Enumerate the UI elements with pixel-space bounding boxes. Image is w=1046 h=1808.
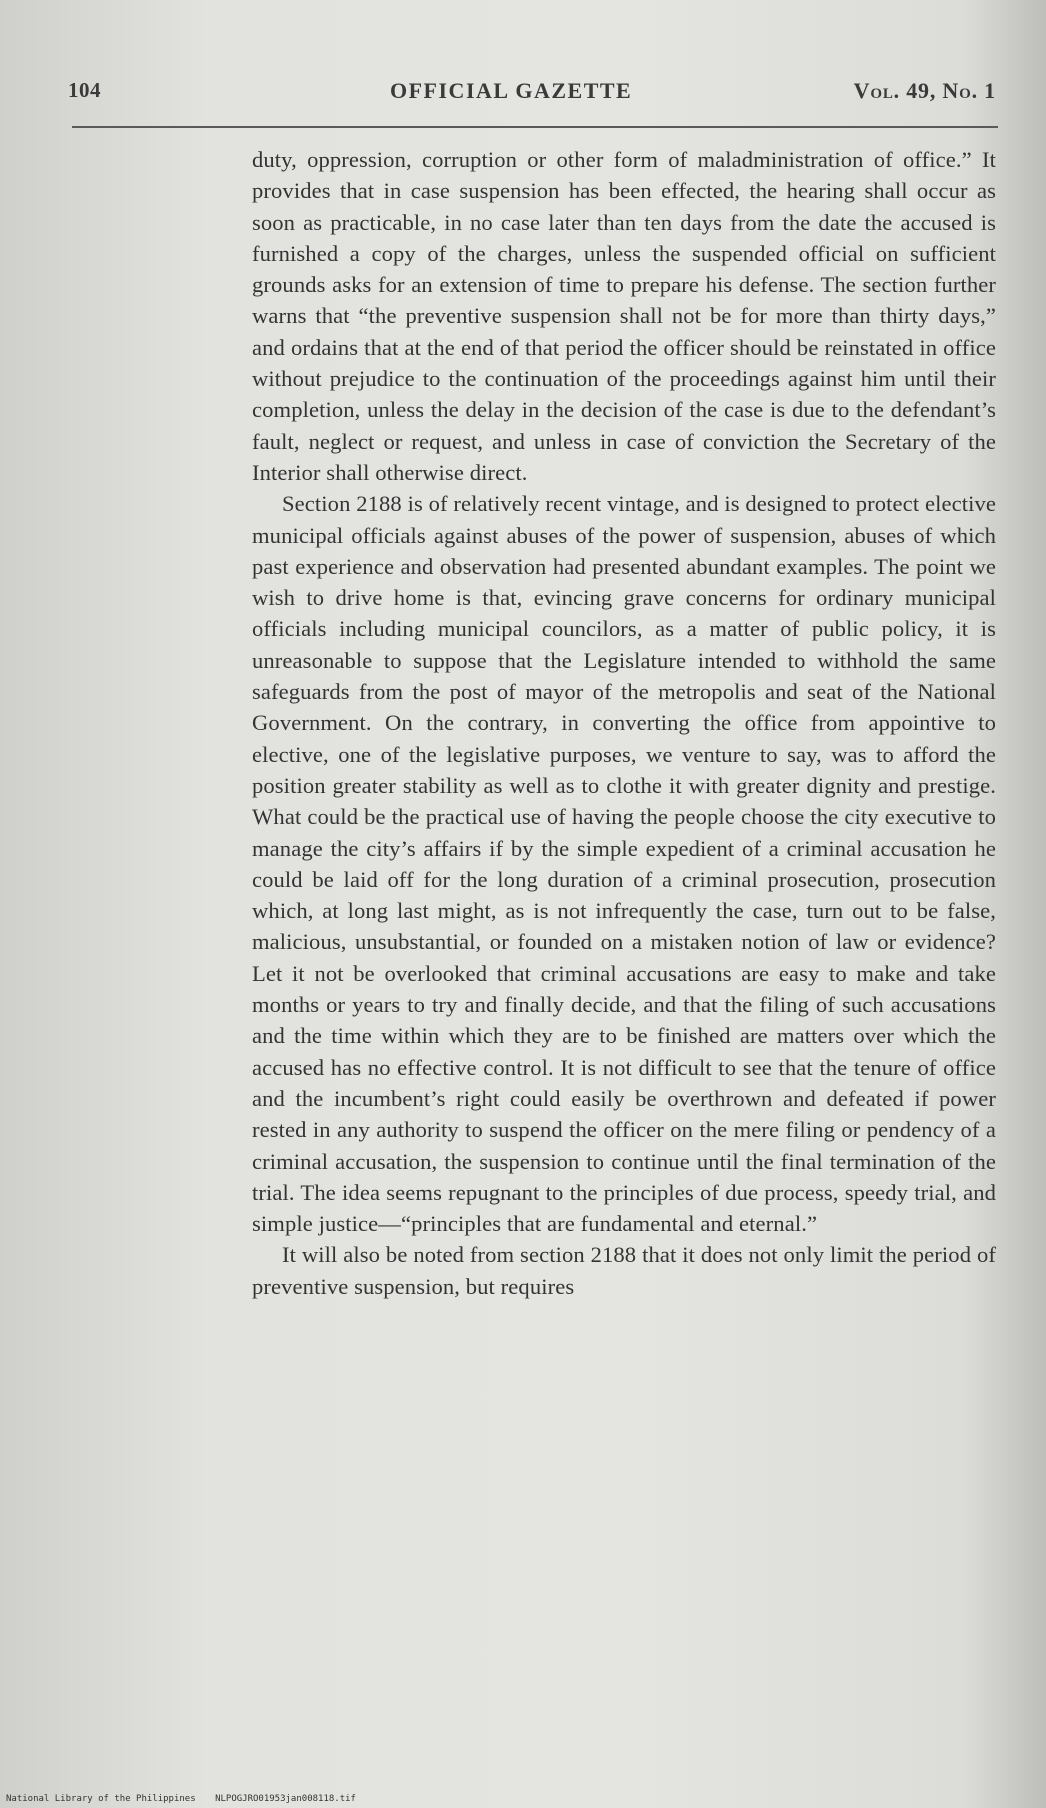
header-rule xyxy=(72,126,998,128)
paragraph-1: duty, oppression, corruption or other form of maladministration of office.” It provides that in case suspension has been effected, the hearing shall occur as soon as practicable, in no case later than ten days from the date the accused is furnished a copy of the charges, unless the suspended official on sufficient grounds asks for an extension of time to prepare his defense. The section further warns that “the preventive suspension shall not be for more than thirty days,” and ordains that at the end of that period the officer should be reinstated in office without prejudice to the continuation of the proceedings against him until their completion, unless the delay in the decision of the case is due to the defendant’s fault, neglect or request, and unless in case of conviction the Secretary of the Interior shall otherwise direct. xyxy=(252,147,996,485)
publication-title: OFFICIAL GAZETTE xyxy=(390,78,633,103)
body-text xyxy=(252,144,996,1302)
scan-footer xyxy=(6,1794,370,1804)
scan-file-id: NLPOGJRO01953jan008118.tif xyxy=(215,1794,356,1804)
paragraph-3: It will also be noted from section 2188 that it does not only limit the period of preventive suspension, but requires xyxy=(252,1242,996,1299)
page-number: 104 xyxy=(68,78,101,102)
paragraph-2: Section 2188 is of relatively recent vintage, and is designed to protect elective municipal officials against abuses of the power of suspension, abuses of which past experience and observation had presented abundant examples. The point we wish to drive home is that, evincing grave concerns for ordinary municipal officials including municipal councilors, as a matter of public policy, it is unreasonable to suppose that the Legislature intended to withhold the same safeguards from the post of mayor of the metropolis and seat of the National Government. On the contrary, in converting the office from appointive to elective, one of the legislative purposes, we venture to say, was to afford the position greater stability as well as to clothe it with greater dignity and prestige. What could be the practical use of having the people choose the city executive to manage the city’s affairs if by the simple expedient of a criminal accusation he could be laid off for the long duration of a criminal prosecution, prosecution which, at long last might, as is not infrequently the case, turn out to be false, malicious, unsubstantial, or founded on a mistaken notion of law or evidence? Let it not be overlooked that criminal accusations are easy to make and take months or years to try and finally decide, and that the filing of such accusations and the time within which they are to be finished are matters over which the accused has no effective control. It is not difficult to see that the tenure of office and the incumbent’s right could easily be overthrown and defeated if power rested in any authority to suspend the officer on the mere filing or pendency of a criminal accusation, the suspension to continue until the final termination of the trial. The idea seems repugnant to the principles of due process, speedy trial, and simple justice—“principles that are fundamental and eternal.” xyxy=(252,491,996,1237)
running-header xyxy=(68,78,998,110)
library-credit: National Library of the Philippines xyxy=(6,1794,196,1804)
volume-issue: Vol. 49, No. 1 xyxy=(853,78,996,103)
